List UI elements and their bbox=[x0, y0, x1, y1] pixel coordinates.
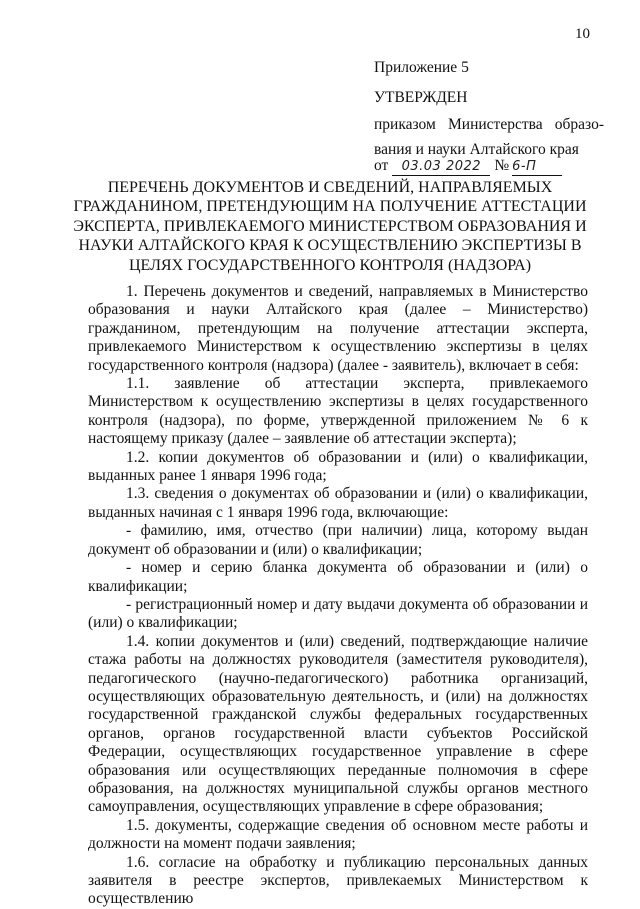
paragraph-1-2: 1.2. копии документов об образовании и (или) о квалификации, выданных ранее 1 января 1996 года; bbox=[88, 448, 588, 485]
order-line-1: приказом Министерства образо- bbox=[374, 116, 604, 133]
appendix-label: Приложение 5 bbox=[374, 59, 469, 76]
page-number: 10 bbox=[575, 26, 590, 42]
paragraph-1-6: 1.6. согласие на обработку и публикацию персональных данных заявителя в реестре экспертов, привлекаемых Министерством к осуществлению bbox=[88, 853, 588, 908]
paragraph-1-4: 1.4. копии документов и (или) сведений, подтверждающие наличие стажа работы на должностях руководителя (заместителя руководителя), педагогического (научно-педагогического) работника организаций, осуществляющих образовательную деятельность, и (или) на должностях государственной гражданской службы федеральных государственных органов, органов государственной власти субъектов Российской Федерации, осуществляющих государственное управление в сфере образования или осуществляющих переданные полномочия в сфере образования, на должностях муниципальной службы органов местного самоуправления, осуществляющих управление в сфере образования; bbox=[88, 632, 588, 816]
order-number: 6-П bbox=[512, 158, 562, 176]
order-line-2: вания и науки Алтайского края bbox=[374, 140, 579, 158]
paragraph-1-1: 1.1. заявление об аттестации эксперта, привлекаемого Министерством к осуществлению экспертизы в целях государственного контроля (надзора), по форме, утвержденной приложением № 6 к настоящему приказу (далее – заявление об аттестации эксперта); bbox=[88, 375, 588, 448]
paragraph-1-3: 1.3. сведения о документах об образовании и (или) о квалификации, выданных начиная с 1 января 1996 года, включающие: bbox=[88, 485, 588, 521]
paragraph-1: 1. Перечень документов и сведений, направляемых в Министерство образования и науки Алтайского края (далее – Министерство) гражданином, претендующим на получение аттестации эксперта, привлекаемого Министерством к осуществлению экспертизы в целях государственного контроля (надзора) (далее - заявитель), включает в себя: bbox=[88, 283, 588, 374]
list-item-full-name: - фамилию, имя, отчество (при наличии) лица, которому выдан документ об образовании и (или) о квалификации; bbox=[88, 522, 588, 558]
title-line: ЦЕЛЯХ ГОСУДАРСТВЕННОГО КОНТРОЛЯ (НАДЗОРА) bbox=[128, 256, 532, 274]
document-body bbox=[88, 283, 588, 909]
list-item-registration-number: - регистрационный номер и дату выдачи документа об образовании и (или) о квалификации; bbox=[88, 595, 588, 632]
document-title bbox=[70, 178, 590, 275]
order-date-number-line bbox=[374, 157, 604, 176]
from-prefix: от bbox=[374, 157, 389, 174]
appendix-header bbox=[374, 58, 604, 176]
title-line: ГРАЖДАНИНОМ, ПРЕТЕНДУЮЩИМ НА ПОЛУЧЕНИЕ АТТЕСТАЦИИ bbox=[73, 198, 587, 216]
list-item-form-number: - номер и серию бланка документа об образовании и (или) о квалификации; bbox=[88, 559, 588, 595]
title-line: НАУКИ АЛТАЙСКОГО КРАЯ К ОСУЩЕСТВЛЕНИЮ ЭКСПЕРТИЗЫ В bbox=[78, 237, 582, 255]
paragraph-1-5: 1.5. документы, содержащие сведения об основном месте работы и должности на момент подачи заявления; bbox=[88, 816, 588, 853]
title-line: ЭКСПЕРТА, ПРИВЛЕКАЕМОГО МИНИСТЕРСТВОМ ОБРАЗОВАНИЯ И bbox=[73, 217, 587, 235]
title-line: ПЕРЕЧЕНЬ ДОКУМЕНТОВ И СВЕДЕНИЙ, НАПРАВЛЯЕМЫХ bbox=[107, 179, 553, 196]
approved-label: УТВЕРЖДЕН bbox=[374, 89, 468, 106]
order-date: 03.03 2022 bbox=[392, 158, 490, 176]
number-sign: № bbox=[494, 157, 510, 174]
